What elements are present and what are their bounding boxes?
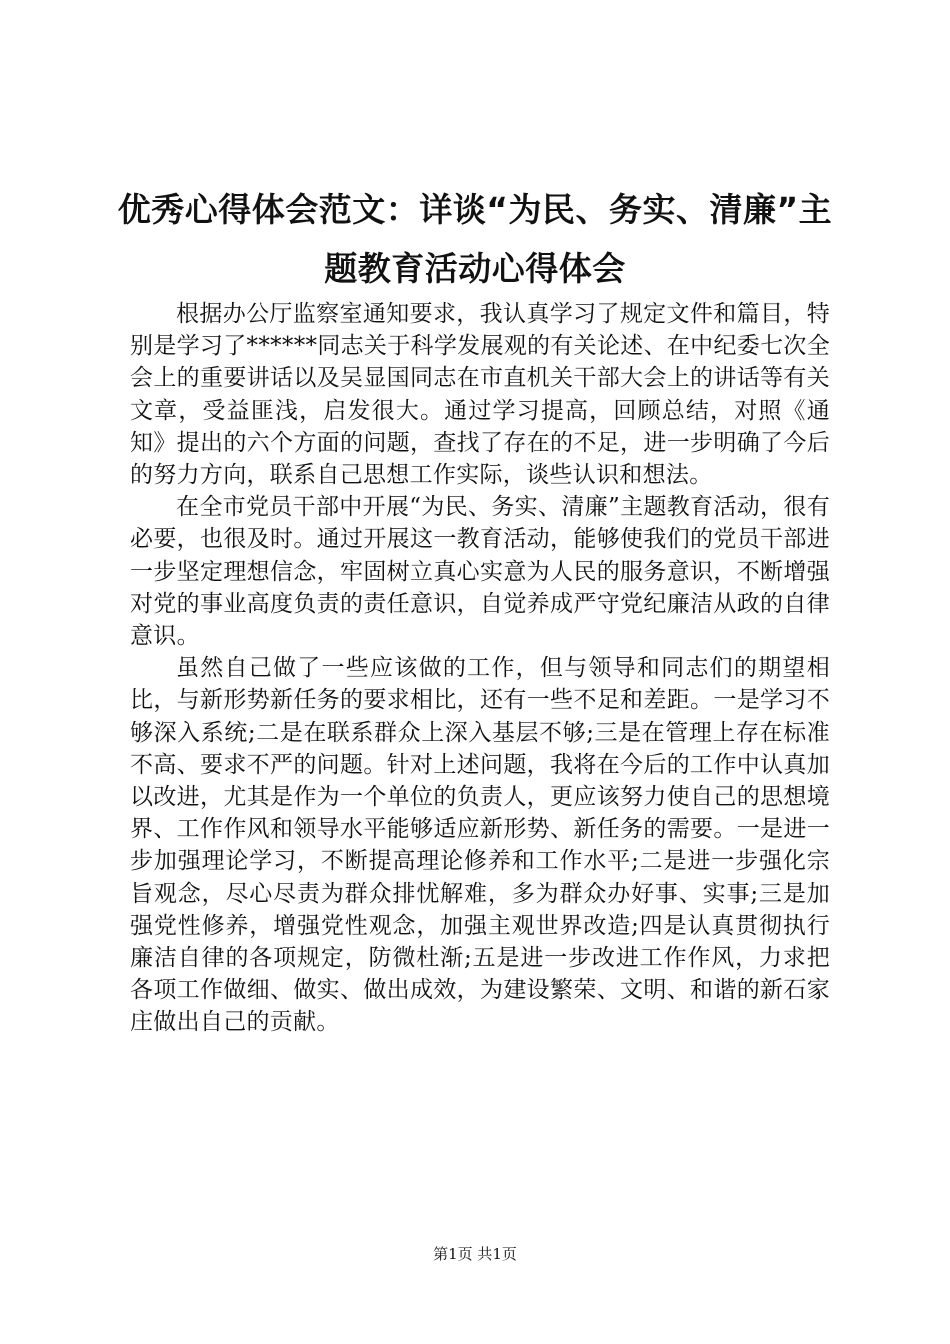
document-title: 优秀心得体会范文：详谈“为民、务实、清廉”主题教育活动心得体会	[117, 190, 833, 288]
paragraph-2: 在全市党员干部中开展“为民、务实、清廉”主题教育活动，很有必要，也很及时。通过开展这一教育活动，能够使我们的党员干部进一步坚定理想信念，牢固树立真心实意为人民的服务意识，不断增强对党的事业高度负责的责任意识，自觉养成严守党纪廉洁从政的自律意识。	[130, 494, 830, 650]
document-body	[130, 298, 830, 1039]
paragraph-1: 根据办公厅监察室通知要求，我认真学习了规定文件和篇目，特别是学习了******同志关于科学发展观的有关论述、在中纪委七次全会上的重要讲话以及吴显国同志在市直机关干部大会上的讲话等有关文章，受益匪浅，启发很大。通过学习提高，回顾总结，对照《通知》提出的六个方面的问题，查找了存在的不足，进一步明确了今后的努力方向，联系自己思想工作实际，谈些认识和想法。	[130, 301, 830, 489]
paragraph-3: 虽然自己做了一些应该做的工作，但与领导和同志们的期望相比，与新形势新任务的要求相比，还有一些不足和差距。一是学习不够深入系统;二是在联系群众上深入基层不够;三是在管理上存在标准不高、要求不严的问题。针对上述问题，我将在今后的工作中认真加以改进，尤其是作为一个单位的负责人，更应该努力使自己的思想境界、工作作风和领导水平能够适应新形势、新任务的需要。一是进一步加强理论学习，不断提高理论修养和工作水平;二是进一步强化宗旨观念，尽心尽责为群众排忧解难，多为群众办好事、实事;三是加强党性修养，增强党性观念，加强主观世界改造;四是认真贯彻执行廉洁自律的各项规定，防微杜渐;五是进一步改进工作作风，力求把各项工作做细、做实、做出成效，为建设繁荣、文明、和谐的新石家庄做出自己的贡献。	[130, 655, 830, 1036]
page-footer: 第1页 共1页	[433, 1245, 517, 1263]
